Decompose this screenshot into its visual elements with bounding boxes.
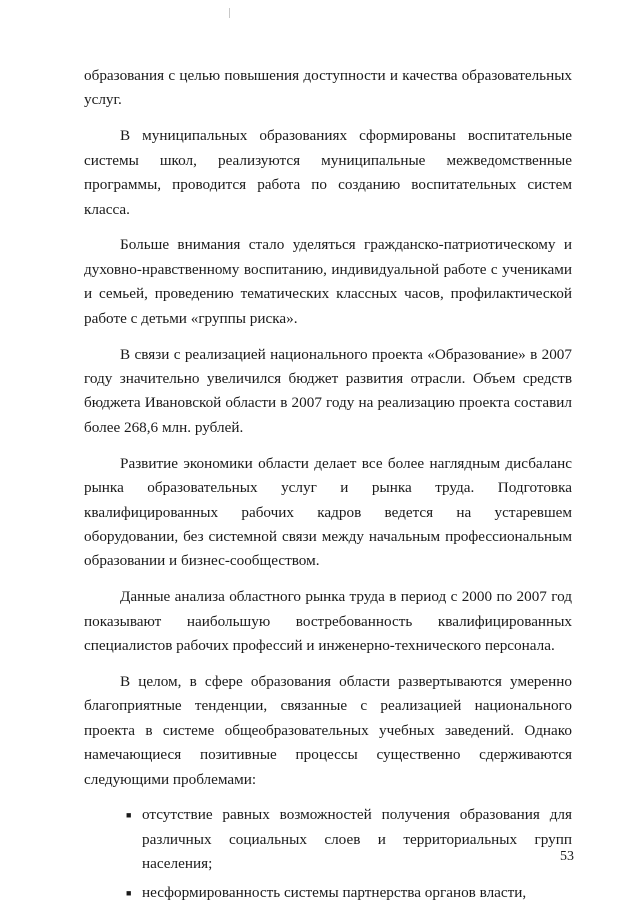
list-item: [126, 803, 572, 876]
page-number: 53: [560, 849, 574, 864]
paragraph-5: Развитие экономики области делает все более наглядным дисбаланс рынка образовательных услуг и рынка труда. Подготовка квалифицированных рабочих кадров ведется на устаревшем оборудовании, без системной связи между начальным профессиональным образовании и бизнес-сообществом.: [84, 454, 572, 570]
body-text: [84, 64, 572, 909]
paragraph-2: В муниципальных образованиях сформированы воспитательные системы школ, реализуются муниципальные межведомственные программы, проводится работа по созданию воспитательных систем класса.: [84, 127, 572, 218]
paragraph-7: В целом, в сфере образования области развертываются умеренно благоприятные тенденции, связанные с реализацией национального проекта в системе общеобразовательных учебных заведений. Однако намечающиеся позитивные процессы существенно сдерживаются следующими проблемами:: [84, 672, 572, 788]
paragraph-6: Данные анализа областного рынка труда в период с 2000 по 2007 год показывают наибольшую востребованность квалифицированных специалистов рабочих профессий и инженерно-технического персонала.: [84, 588, 572, 655]
paragraph-4: В связи с реализацией национального проекта «Образование» в 2007 году значительно увеличился бюджет развития отрасли. Объем средств бюджета Ивановской области в 2007 году на реализацию проекта составил более 268,6 млн. рублей.: [84, 345, 572, 436]
square-bullet-icon: ■: [126, 887, 132, 898]
problem-list: [84, 803, 572, 905]
list-item-text: отсутствие равных возможностей получения образования для различных социальных слоев и территориальных групп населения;: [142, 806, 572, 873]
paragraph-1: образования с целью повышения доступности и качества образовательных услуг.: [84, 67, 572, 109]
square-bullet-icon: ■: [126, 810, 132, 821]
scan-artifact: [229, 8, 230, 18]
list-item: [126, 881, 572, 905]
list-item-text: несформированность системы партнерства органов власти,: [142, 883, 527, 901]
paragraph-3: Больше внимания стало уделяться гражданско-патриотическому и духовно-нравственному воспитанию, индивидуальной работе с учениками и семьей, проведению тематических классных часов, профилактической работе с детьми «группы риска».: [84, 236, 572, 327]
